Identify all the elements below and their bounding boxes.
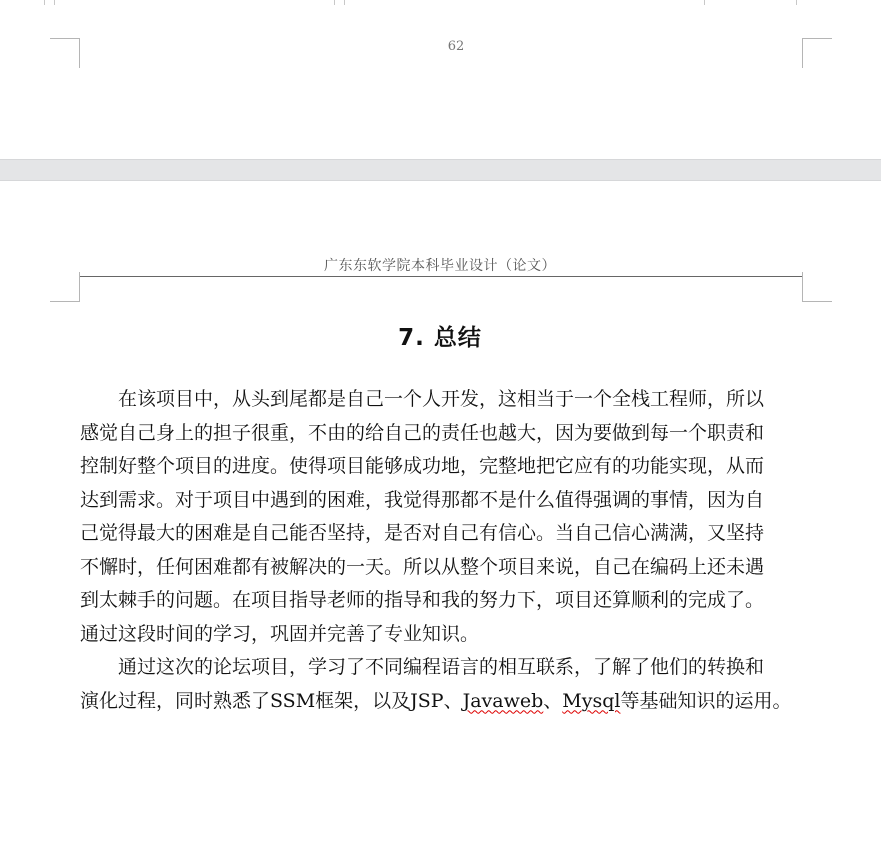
text-line: 在该项目中，从头到尾都是自己一个人开发，这相当于一个全栈工程师，所以 — [118, 388, 765, 410]
text-line: 不懈时，任何困难都有被解决的一天。所以从整个项目来说，自己在编码上还未遇 — [80, 555, 765, 578]
ruler-tick — [54, 0, 55, 5]
text-line: 通过这次的论坛项目，学习了不同编程语言的相互联系，了解了他们的转换和 — [118, 656, 765, 678]
text-line: 通过这段时间的学习，巩固并完善了专业知识。 — [80, 622, 480, 645]
text-line: 己觉得最大的困难是自己能否坚持，是否对自己有信心。当自己信心满满，又坚持 — [80, 522, 765, 544]
margin-corner-mark — [50, 272, 80, 302]
current-page[interactable] — [0, 181, 881, 844]
text-line: 到太棘手的问题。在项目指导老师的指导和我的努力下，项目还算顺利的完成了。 — [80, 589, 765, 611]
text-line — [42, 685, 810, 719]
ruler-tick — [704, 0, 705, 5]
spellcheck-word-mysql[interactable]: Mysql — [562, 689, 621, 712]
header-rule — [80, 276, 802, 277]
body-text[interactable] — [80, 383, 810, 718]
page-number: 62 — [447, 39, 465, 54]
ruler-tick — [44, 0, 45, 5]
running-header: 广东东软学院本科毕业设计（论文） — [324, 258, 556, 274]
spellcheck-word-javaweb[interactable]: Javaweb — [462, 689, 544, 712]
page-gap — [0, 159, 881, 181]
paragraph-2[interactable] — [80, 651, 810, 718]
paragraph-1[interactable] — [80, 383, 810, 651]
previous-page — [0, 8, 881, 159]
text-segment: 等基础知识的运用。 — [620, 689, 792, 712]
ruler-tick — [344, 0, 345, 5]
text-line: 达到需求。对于项目中遇到的困难，我觉得那都不是什么值得强调的事情，因为自 — [80, 488, 765, 511]
text-segment: 、 — [543, 689, 563, 712]
text-segment: 演化过程，同时熟悉了SSM框架，以及JSP、 — [80, 689, 463, 712]
margin-corner-mark — [802, 272, 832, 302]
ruler-tick — [334, 0, 335, 5]
text-line: 控制好整个项目的进度。使得项目能够成功地，完整地把它应有的功能实现，从而 — [80, 455, 765, 477]
text-line: 感觉自己身上的担子很重，不由的给自己的责任也越大，因为要做到每一个职责和 — [80, 421, 765, 444]
ruler-tick — [796, 0, 797, 5]
chapter-title[interactable]: 7. 总结 — [398, 325, 482, 351]
